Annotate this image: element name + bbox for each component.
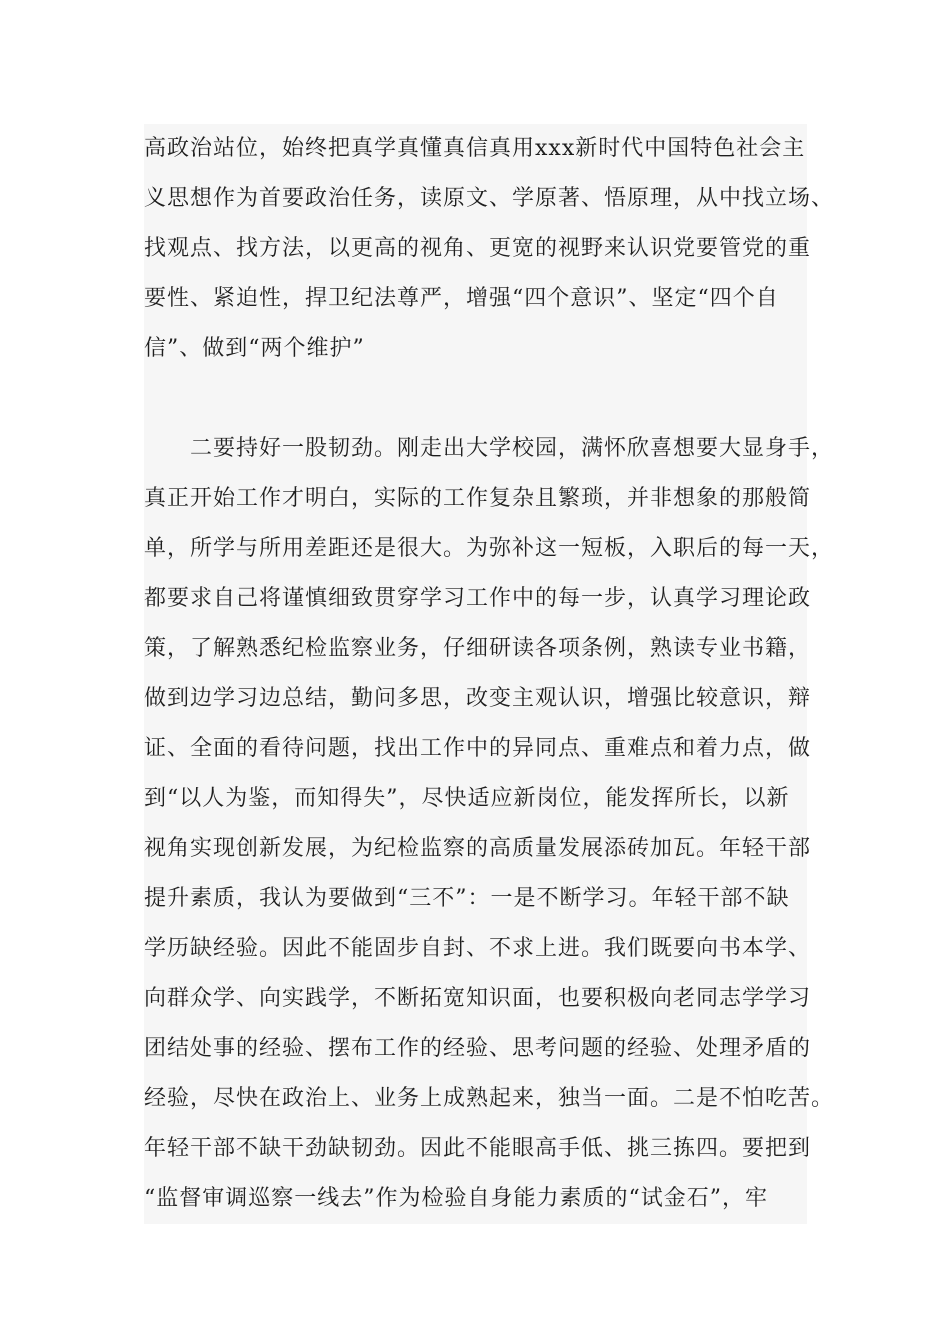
text-line: 找观点、找方法，以更高的视角、更宽的视野来认识党要管党的重 [144,236,812,261]
text-line: 信”、做到“两个维护” [144,336,365,361]
text-line: 年轻干部不缺干劲缺韧劲。因此不能眼高手低、挑三拣四。要把到 [144,1136,812,1161]
text-line: 策，了解熟悉纪检监察业务，仔细研读各项条例，熟读专业书籍， [144,636,812,661]
text-line: 到“以人为鉴，而知得失”，尽快适应新岗位，能发挥所长，以新 [144,786,790,811]
paragraph-spacer [144,374,807,424]
text-line: 单，所学与所用差距还是很大。为弥补这一短板，入职后的每一天， [144,536,835,561]
text-line: 经验，尽快在政治上、业务上成熟起来，独当一面。二是不怕吃苦。 [144,1086,835,1111]
text-line: 真正开始工作才明白，实际的工作复杂且繁琐，并非想象的那般简 [144,486,812,511]
document-body [144,124,835,1224]
text-line: 提升素质，我认为要做到“三不”：一是不断学习。年轻干部不缺 [144,886,790,911]
paragraph-2 [144,424,835,1224]
text-line: 视角实现创新发展，为纪检监察的高质量发展添砖加瓦。年轻干部 [144,836,812,861]
text-line: 学历缺经验。因此不能固步自封、不求上进。我们既要向书本学、 [144,936,812,961]
text-line: 证、全面的看待问题，找出工作中的异同点、重难点和着力点，做 [144,736,812,761]
text-line: 要性、紧迫性，捍卫纪法尊严，增强“四个意识”、坚定“四个自 [144,286,779,311]
text-line: 义思想作为首要政治任务，读原文、学原著、悟原理，从中找立场、 [144,186,835,211]
text-line: 向群众学、向实践学，不断拓宽知识面，也要积极向老同志学学习 [144,986,812,1011]
text-line: 高政治站位，始终把真学真懂真信真用xxx新时代中国特色社会主 [144,136,806,161]
text-line: 团结处事的经验、摆布工作的经验、思考问题的经验、处理矛盾的 [144,1036,812,1061]
text-line: “监督审调巡察一线去”作为检验自身能力素质的“试金石”，牢 [144,1186,768,1211]
text-line: 二要持好一股韧劲。刚走出大学校园，满怀欣喜想要大显身手， [144,436,835,461]
text-line: 做到边学习边总结，勤问多思，改变主观认识，增强比较意识，辩 [144,686,812,711]
text-line: 都要求自己将谨慎细致贯穿学习工作中的每一步，认真学习理论政 [144,586,812,611]
paragraph-1 [144,124,835,374]
